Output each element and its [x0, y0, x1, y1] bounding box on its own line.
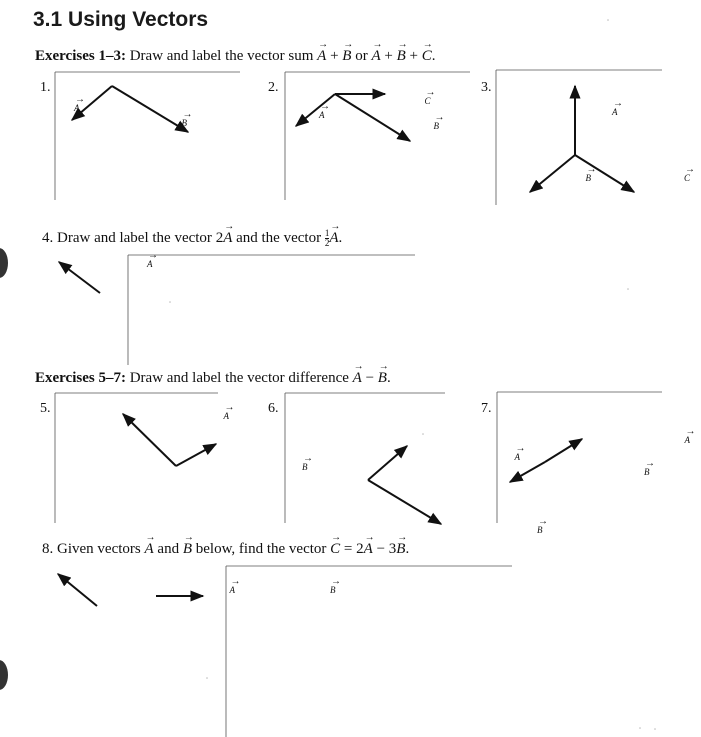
vector-a-arrow: [59, 262, 100, 293]
question-text: and: [157, 541, 180, 557]
exercise-7-number: 7.: [481, 401, 492, 416]
plus-sign: +: [409, 48, 418, 64]
exercise-4-question: [42, 229, 342, 248]
question-text: below, find the vector: [195, 541, 327, 557]
exercise-2-figure: [296, 94, 410, 141]
vector-a-symbol: → A: [364, 541, 373, 558]
exercise-3-number: 3.: [481, 80, 492, 95]
question-text: Draw and label the vector: [57, 229, 212, 246]
vector-a-symbol: → A: [353, 370, 362, 387]
period: .: [338, 229, 343, 246]
section-heading: Exercises 1–3:: [35, 48, 126, 64]
fraction-one-half: $\frac{1}{2}$: [324, 228, 330, 248]
exercise-4-box[interactable]: [128, 255, 415, 365]
period: .: [386, 370, 391, 386]
label-a: → A: [74, 103, 80, 113]
vector-b-symbol: → B: [183, 541, 192, 558]
vector-c-symbol: → C: [422, 48, 432, 65]
minus-sign: −: [365, 370, 375, 386]
exercise-3-box[interactable]: [496, 70, 662, 205]
exercise-8-figure: [58, 574, 203, 606]
vector-b-arrow: [176, 444, 216, 466]
label-b: → B: [330, 585, 336, 595]
label-b: → B: [537, 525, 543, 535]
vector-b-symbol: → B: [342, 48, 351, 65]
question-text: and the vector: [236, 229, 322, 246]
coefficient: 2: [215, 229, 224, 246]
or-text: or: [355, 48, 368, 64]
period: .: [405, 541, 410, 557]
label-a: → A: [230, 585, 236, 595]
label-c: → C: [684, 173, 690, 183]
label-a: → A: [612, 107, 618, 117]
label-b: → B: [302, 462, 308, 472]
label-a: → A: [224, 411, 230, 421]
vector-b-arrow: [530, 155, 575, 192]
exercise-6-number: 6.: [268, 401, 279, 416]
exercise-4-figure: [59, 262, 100, 293]
question-text: Given vectors: [57, 541, 141, 557]
vector-a-symbol: → A: [223, 230, 232, 247]
vector-a-arrow: [368, 446, 407, 480]
label-a: → A: [685, 435, 691, 445]
plus-sign: +: [384, 48, 393, 64]
exercise-1-number: 1.: [40, 80, 51, 95]
exercise-8-question: [42, 541, 409, 558]
exercise-5-figure: [123, 414, 216, 466]
label-b: → B: [434, 121, 440, 131]
exercise-1-box[interactable]: [55, 72, 240, 200]
exercise-6-figure: [368, 446, 441, 524]
label-c: → C: [425, 96, 431, 106]
vector-b-symbol: → B: [397, 48, 406, 65]
label-b: → B: [182, 118, 188, 128]
section-heading: Exercises 5–7:: [35, 370, 126, 386]
exercise-2-number: 2.: [268, 80, 279, 95]
label-b: → B: [586, 173, 592, 183]
label-a: → A: [319, 110, 325, 120]
exercise-8-number: 8.: [42, 541, 54, 557]
vector-b-symbol: → B: [378, 370, 387, 387]
vector-c-arrow: [575, 155, 634, 192]
vector-a-symbol: → A: [371, 48, 380, 65]
vector-c-symbol: → C: [330, 541, 340, 558]
exercise-2-box[interactable]: [285, 72, 470, 200]
label-b: → B: [644, 467, 650, 477]
vector-b-symbol: → B: [396, 541, 405, 558]
exercise-7-box[interactable]: [497, 392, 662, 523]
vector-a-arrow: [58, 574, 97, 606]
exercise-5-number: 5.: [40, 401, 51, 416]
exercise-5-box[interactable]: [55, 393, 218, 523]
instruction-text: Draw and label the vector difference: [129, 370, 349, 386]
vector-b-arrow: [510, 462, 545, 482]
vector-a-arrow: [123, 414, 176, 466]
plus-sign: +: [330, 48, 339, 64]
equals-sign: =: [343, 541, 353, 557]
vector-a-symbol: → A: [317, 48, 326, 65]
page-title: 3.1 Using Vectors: [33, 8, 209, 31]
coefficient: 3: [388, 541, 397, 557]
minus-sign: −: [376, 541, 386, 557]
exercises-5-7-instruction: [35, 370, 391, 387]
vector-a-symbol: → A: [144, 541, 153, 558]
label-a: → A: [515, 452, 521, 462]
exercise-4-number: 4.: [42, 229, 54, 246]
vector-b-arrow: [112, 86, 188, 132]
exercise-1-figure: [72, 86, 188, 132]
vector-a-symbol: → A: [329, 230, 338, 247]
instruction-text: Draw and label the vector sum: [129, 48, 314, 64]
coefficient: 2: [356, 541, 364, 557]
period: .: [431, 48, 436, 64]
exercise-8-box[interactable]: [226, 566, 512, 737]
vector-b-arrow: [335, 94, 410, 141]
label-a: → A: [147, 259, 153, 269]
vector-b-arrow: [368, 480, 441, 524]
vector-a-arrow: [545, 439, 582, 462]
